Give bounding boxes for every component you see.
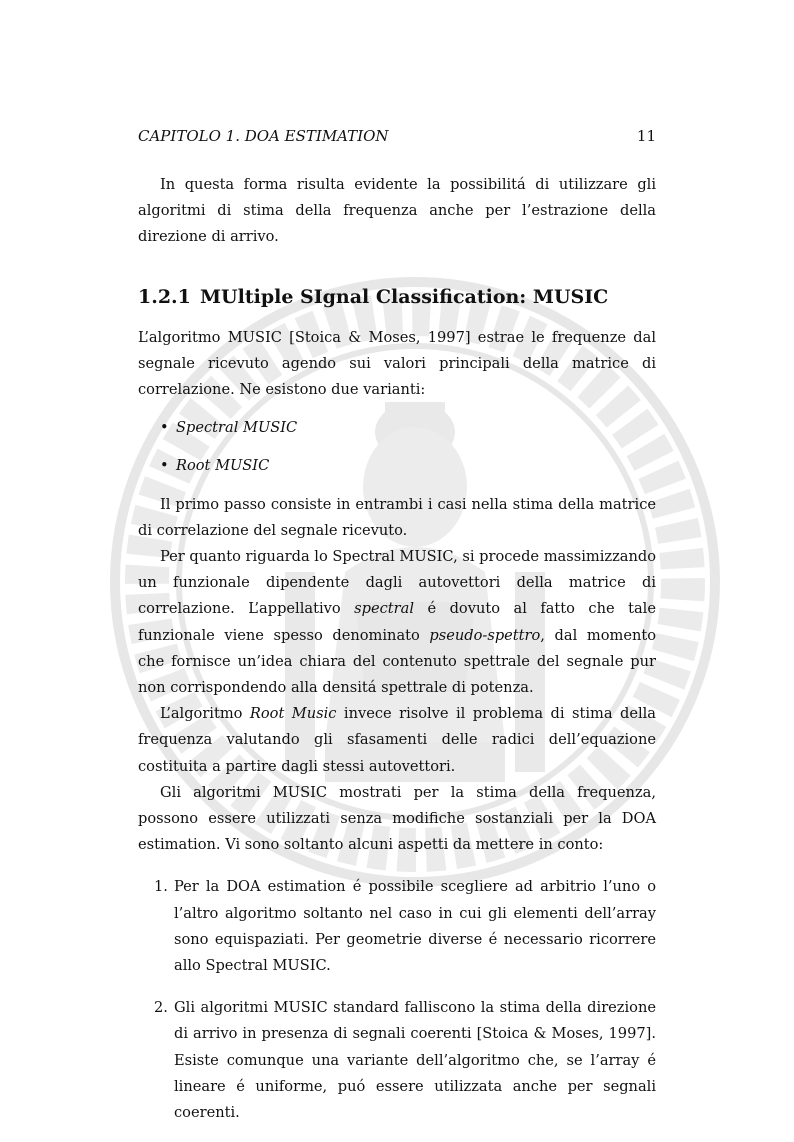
paragraph-5: Gli algoritmi MUSIC mostrati per la stima della frequenza, possono essere utilizzati senza modifiche sostanziali per la DOA estimation. Vi sono soltanto alcuni aspetti da mettere in conto:	[138, 783, 656, 854]
bullet-icon: •	[160, 457, 169, 475]
list-item	[138, 874, 656, 979]
paragraph-3-emphasis: spectral	[354, 600, 414, 618]
section-heading	[138, 285, 656, 309]
running-title: CAPITOLO 1. DOA ESTIMATION	[138, 127, 389, 145]
section-title: MUltiple SIgnal Classification: MUSIC	[200, 285, 609, 308]
list-item	[138, 453, 656, 479]
document-body	[138, 172, 656, 1142]
numbered-list	[138, 874, 656, 1126]
paragraph-3-emphasis: pseudo-spettro	[429, 626, 541, 644]
list-item-text: Gli algoritmi MUSIC standard falliscono la stima della direzione di arrivo in presenza di segnali coerenti [Stoica & Moses, 1997]. Esiste comunque una variante dell’algoritmo che, se l’array é lineare é uniforme, puó essere utilizzata anche per segnali coerenti.	[174, 999, 656, 1122]
list-item	[138, 415, 656, 441]
bullet-text: Root MUSIC	[176, 457, 270, 475]
paragraph-3	[138, 544, 656, 701]
bullet-list	[138, 415, 656, 479]
list-marker: 2.	[154, 999, 168, 1017]
paragraph-4-text: L’algoritmo	[160, 705, 250, 723]
list-marker: 1.	[154, 878, 168, 896]
section-number: 1.2.1	[138, 285, 191, 308]
list-item	[138, 995, 656, 1126]
running-header	[138, 127, 656, 147]
paragraph-3-text: é dovuto al fatto che tale funzionale viene spesso denominato	[138, 600, 656, 644]
paragraph-3-text: , dal momento che fornisce un’idea chiara del contenuto spettrale del segnale pur non corrispondendo alla densitá spettrale di potenza.	[138, 626, 657, 697]
paragraph-4-text: invece risolve il problema di stima della frequenza valutando gli sfasamenti delle radici dell’equazione costituita a partire dagli stessi autovettori.	[138, 705, 656, 775]
paragraph-4-emphasis: Root Music	[249, 705, 337, 723]
list-item-text: Per la DOA estimation é possibile scegliere ad arbitrio l’uno o l’altro algoritmo soltanto nel caso in cui gli elementi dell’array sono equispaziati. Per geometrie diverse é necessario ricorrere allo Spectral MUSIC.	[174, 878, 656, 975]
paragraph-3-text: Per quanto riguarda lo Spectral MUSIC, si procede massimizzando un funzionale dipendente dagli autovettori della matrice di correlazione. L’appellativo	[138, 548, 656, 618]
page-number: 11	[636, 127, 656, 145]
paragraph-4	[138, 701, 656, 780]
paragraph-2: Il primo passo consiste in entrambi i casi nella stima della matrice di correlazione del segnale ricevuto.	[138, 495, 656, 539]
bullet-icon: •	[160, 419, 169, 437]
paragraph-1: L’algoritmo MUSIC [Stoica & Moses, 1997] estrae le frequenze dal segnale ricevuto agendo sui valori principali della matrice di correlazione. Ne esistono due varianti:	[138, 328, 656, 399]
bullet-text: Spectral MUSIC	[176, 419, 298, 437]
intro-paragraph: In questa forma risulta evidente la possibilitá di utilizzare gli algoritmi di stima della frequenza anche per l’estrazione della direzione di arrivo.	[138, 176, 656, 246]
